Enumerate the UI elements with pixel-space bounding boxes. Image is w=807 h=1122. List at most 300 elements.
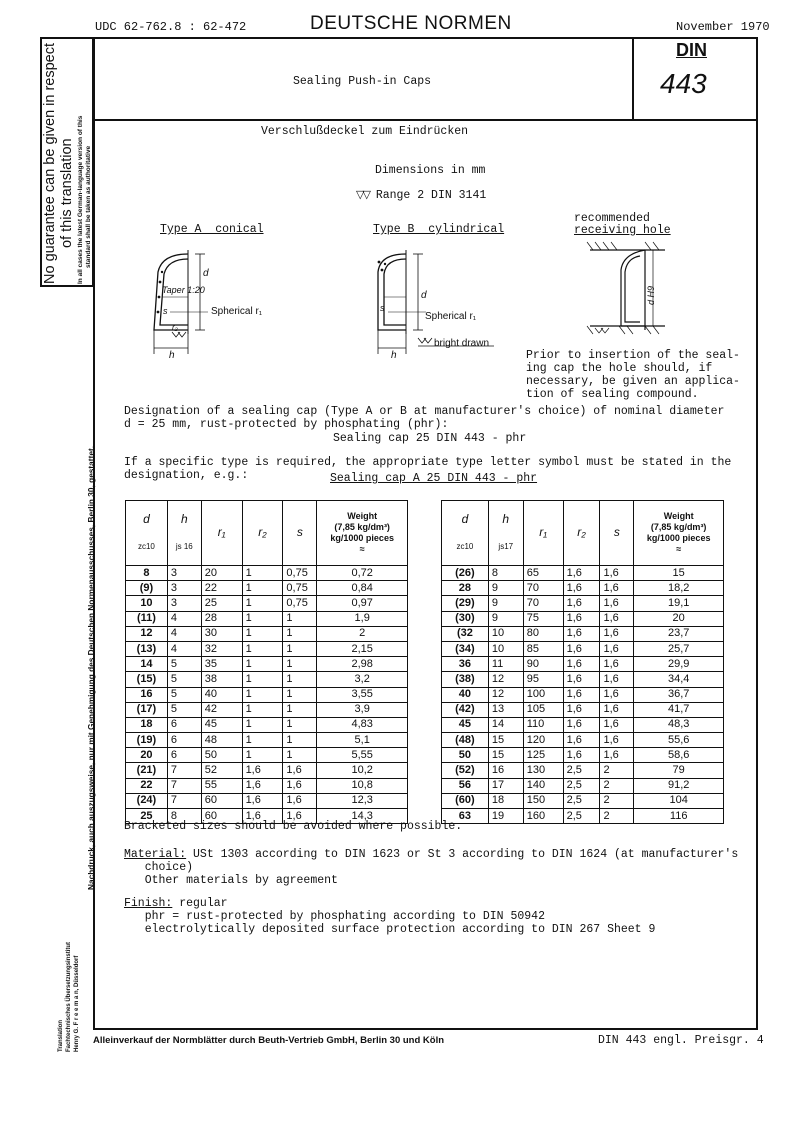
table-row [442,763,724,778]
table-cell: 1,6 [563,702,600,717]
col-weight: Weight (7,85 kg/dm³) kg/1000 pieces ≈ [634,501,724,566]
table-cell: 38 [201,672,242,687]
table-cell: 5 [167,657,201,672]
designation-paragraph: Designation of a sealing cap (Type A or B at manufacturer's choice) of nominal diameter d = 25 mm, rust-protected by phosphating (phr): [124,405,725,431]
table-cell: 125 [523,748,563,763]
table-cell: 18 [126,717,168,732]
table-row [442,641,724,656]
table-cell: 1 [242,566,283,581]
table-cell: 7 [167,778,201,793]
col-s: s [283,501,317,566]
table-cell: 18 [488,793,523,808]
table-cell: 70 [523,581,563,596]
table-cell: 5 [167,672,201,687]
type-a-drawing [140,242,320,367]
table-row [442,566,724,581]
table-cell: 1 [283,672,317,687]
title-german: Verschlußdeckel zum Eindrücken [261,125,469,138]
table-cell: (17) [126,702,168,717]
table-row [442,596,724,611]
table-cell: 10 [126,596,168,611]
designation-type-paragraph: If a specific type is required, the appropriate type letter symbol must be stated in the designation, e.g.: [124,456,732,482]
table-row [442,626,724,641]
table-cell: 1 [283,717,317,732]
dimension-table-right [441,500,724,824]
dimensions-note: Dimensions in mm [375,164,486,177]
din-number: 443 [660,68,707,99]
table-cell: 56 [442,778,489,793]
table-cell: 23,7 [634,626,724,641]
spherical-a-label: Spherical r₁ [211,306,263,317]
table-cell: (42) [442,702,489,717]
dim-s-a: s [163,306,168,316]
table-cell: 58,6 [634,748,724,763]
table-cell: (29) [442,596,489,611]
table-cell: 42 [201,702,242,717]
dim-s-b: s [380,303,385,313]
table-cell: 20 [201,566,242,581]
table-cell: 1,6 [600,581,634,596]
type-a-label: Type A conical [160,223,264,236]
taper-label: Taper 1:20 [162,285,205,295]
guarantee-line-4: standard shall be taken as authoritative [85,145,92,268]
table-cell: 19 [488,809,523,824]
table-cell: 14 [488,717,523,732]
col-d: d zc10 [126,501,168,566]
table-cell: 1,6 [563,672,600,687]
table-row [126,626,408,641]
table-cell: 105 [523,702,563,717]
table-cell: 4 [167,626,201,641]
table-cell: 1 [242,657,283,672]
dim-r2-a: r₂ [172,323,178,332]
dim-h-a: h [169,350,175,361]
table-cell: (38) [442,672,489,687]
table-cell: 8 [126,566,168,581]
material-block [124,848,738,887]
footer-distributor: Alleinverkauf der Normblätter durch Beuth-Vertrieb GmbH, Berlin 30 und Köln [93,1035,445,1046]
table-cell: 60 [201,793,242,808]
table-cell: 0,75 [283,581,317,596]
table-cell: 3 [167,566,201,581]
col-r2: r₂ [242,501,283,566]
table-row [442,793,724,808]
table-cell: 12 [488,672,523,687]
table-cell: 1,6 [563,641,600,656]
table-cell: 1,6 [600,626,634,641]
table-cell: 1,6 [563,657,600,672]
standard-body: DEUTSCHE NORMEN [310,13,512,34]
table-cell: 1 [283,687,317,702]
table-cell: 40 [201,687,242,702]
table-cell: 30 [201,626,242,641]
col-weight: Weight (7,85 kg/dm³) kg/1000 pieces ≈ [317,501,408,566]
table-cell: 14 [126,657,168,672]
table-cell: 63 [442,809,489,824]
table-cell: 45 [201,717,242,732]
col-s: s [600,501,634,566]
table-cell: 52 [201,763,242,778]
table-cell: 22 [126,778,168,793]
table-cell: 9 [488,611,523,626]
table-cell: 1 [283,702,317,717]
table-cell: 2,5 [563,763,600,778]
guarantee-line-2: of this translation [59,138,75,248]
table-cell: 10 [488,641,523,656]
table-cell: 80 [523,626,563,641]
reprint-notice: Nachdruck, auch auszugsweise, nur mit Genehmigung des Deutschen Normenausschusses, Berlin 30, gestattet. [86,445,96,890]
table-cell: 50 [442,748,489,763]
table-cell: (19) [126,733,168,748]
table-row [126,733,408,748]
table-cell: (24) [126,793,168,808]
table-cell: 2 [600,763,634,778]
table-cell: 0,72 [317,566,408,581]
table-cell: 55 [201,778,242,793]
title-english: Sealing Push-in Caps [293,75,432,88]
receiving-hole-label-2: receiving hole [574,224,671,237]
din-box-divider [632,37,634,121]
table-cell: 1,6 [600,672,634,687]
table-cell: 95 [523,672,563,687]
table-cell: 1,6 [283,778,317,793]
table-cell: 0,75 [283,566,317,581]
table-cell: 7 [167,793,201,808]
table-cell: 22 [201,581,242,596]
table-cell: 1 [242,687,283,702]
table-cell: 140 [523,778,563,793]
table-cell: 1,6 [600,748,634,763]
table-cell: 2,5 [563,793,600,808]
table-cell: 5,1 [317,733,408,748]
table-cell: 3 [167,581,201,596]
table-row [442,611,724,626]
finish-label: Finish: [124,897,173,910]
translation-label: Translation [58,1019,64,1052]
table-cell: 60 [201,809,242,824]
dim-d-a: d [203,268,209,279]
table-cell: 1,6 [242,763,283,778]
table-row [442,687,724,702]
table-cell: 1 [283,657,317,672]
table-cell: 1,6 [563,687,600,702]
table-cell: 10,2 [317,763,408,778]
receiving-hole-note: Prior to insertion of the seal- ing cap the hole should, if necessary, be given an applica- tion of sealing compound. [526,349,740,401]
table-cell: 1 [283,611,317,626]
table-cell: 40 [442,687,489,702]
table-cell: 1 [242,672,283,687]
table-cell: 12 [488,687,523,702]
table-cell: 75 [523,611,563,626]
table-row [126,611,408,626]
receiving-hole-drawing [585,240,675,340]
table-cell: 1,6 [600,702,634,717]
table-cell: 0,84 [317,581,408,596]
table-row [442,778,724,793]
dimension-table-left [125,500,408,824]
table-cell: 65 [523,566,563,581]
table-cell: 25,7 [634,641,724,656]
table-cell: 25 [201,596,242,611]
table-cell: 9 [488,581,523,596]
table-cell: (48) [442,733,489,748]
table-cell: 15 [488,748,523,763]
table-cell: 1,6 [563,626,600,641]
table-cell: 100 [523,687,563,702]
table-cell: 1,6 [600,611,634,626]
table-cell: 0,75 [283,596,317,611]
table-cell: 1,6 [283,793,317,808]
table-cell: 1 [242,611,283,626]
table-cell: 1 [283,626,317,641]
table-cell: 28 [201,611,242,626]
table-cell: (15) [126,672,168,687]
table-cell: 2,5 [563,778,600,793]
table-cell: 18,2 [634,581,724,596]
table-cell: 6 [167,717,201,732]
table-cell: 1 [242,733,283,748]
table-cell: 9 [488,596,523,611]
table-cell: 20 [126,748,168,763]
din-label: DIN [676,40,707,60]
table-row [126,581,408,596]
table-cell: 1 [242,596,283,611]
table-cell: (34) [442,641,489,656]
bright-drawn-label: bright drawn [434,338,490,349]
table-cell: 36,7 [634,687,724,702]
guarantee-line-1: No guarantee can be given in respect [42,42,58,284]
table-row [126,763,408,778]
table-cell: 2,5 [563,809,600,824]
table-row [126,672,408,687]
dim-h-b: h [391,350,397,361]
table-cell: 91,2 [634,778,724,793]
table-row [442,748,724,763]
table-cell: 1 [242,626,283,641]
dim-d-b: d [421,290,427,301]
table-cell: 20 [634,611,724,626]
table-cell: 34,4 [634,672,724,687]
table-cell: 16 [488,763,523,778]
table-cell: 4 [167,611,201,626]
table-cell: 10,8 [317,778,408,793]
col-r1: r₁ [201,501,242,566]
bracketed-note: Bracketed sizes should be avoided where possible. [124,820,463,833]
udc-code: UDC 62-762.8 : 62-472 [95,20,247,34]
table-cell: (60) [442,793,489,808]
table-cell: 5 [167,687,201,702]
table-cell: 12,3 [317,793,408,808]
table-cell: 1,6 [600,687,634,702]
table-cell: 2 [317,626,408,641]
table-cell: 12 [126,626,168,641]
table-cell: 116 [634,809,724,824]
table-cell: 4 [167,641,201,656]
issue-date: November 1970 [676,20,770,34]
table-cell: 1,6 [242,793,283,808]
table-cell: 3,55 [317,687,408,702]
table-cell: 130 [523,763,563,778]
table-cell: 70 [523,596,563,611]
designation-example-2: Sealing cap A 25 DIN 443 - phr [330,472,538,485]
table-cell: 36 [442,657,489,672]
table-cell: 29,9 [634,657,724,672]
table-cell: (52) [442,763,489,778]
table-cell: (32 [442,626,489,641]
table-cell: 41,7 [634,702,724,717]
table-cell: 13 [488,702,523,717]
table-row [442,702,724,717]
table-row [126,596,408,611]
table-row [442,581,724,596]
table-cell: 14,3 [317,809,408,824]
table-row [442,733,724,748]
table-cell: 28 [442,581,489,596]
table-cell: 1,6 [283,809,317,824]
spherical-b-label: Spherical r₁ [425,311,477,322]
finish-block [124,897,655,936]
table-row [126,793,408,808]
finish-text: regular phr = rust-protected by phosphating according to DIN 50942 electrolytically deposited surface protection according to DIN 267 Sheet 9 [144,897,656,936]
table-cell: 1 [242,748,283,763]
footer-price-group: DIN 443 engl. Preisgr. 4 [598,1034,764,1047]
col-h: h js 16 [167,501,201,566]
table-cell: 1,6 [563,611,600,626]
table-cell: (26) [442,566,489,581]
table-cell: 6 [167,733,201,748]
table-row [126,687,408,702]
table-cell: 16 [126,687,168,702]
material-label: Material: [124,848,187,861]
table-row [442,717,724,732]
table-row [442,672,724,687]
table-cell: (9) [126,581,168,596]
table-cell: 2 [600,778,634,793]
table-cell: 1,9 [317,611,408,626]
col-h: h js17 [488,501,523,566]
receiving-hole-label-1: recommended [574,212,650,225]
table-cell: 25 [126,809,168,824]
table-cell: 5 [167,702,201,717]
table-row [126,702,408,717]
table-cell: 3 [167,596,201,611]
guarantee-line-3: In all cases the latest German-language version of this [77,115,84,284]
table-cell: 104 [634,793,724,808]
table-cell: 8 [167,809,201,824]
table-cell: 160 [523,809,563,824]
table-cell: (30) [442,611,489,626]
table-cell: 150 [523,793,563,808]
designation-example-1: Sealing cap 25 DIN 443 - phr [333,432,527,445]
table-cell: 2 [600,793,634,808]
table-cell: 19,1 [634,596,724,611]
table-cell: (21) [126,763,168,778]
table-cell: 1,6 [600,566,634,581]
table-cell: 2,15 [317,641,408,656]
table-cell: 32 [201,641,242,656]
table-cell: 1,6 [563,581,600,596]
table-cell: 11 [488,657,523,672]
table-cell: 15 [634,566,724,581]
table-cell: 4,83 [317,717,408,732]
table-cell: 1,6 [563,717,600,732]
table-row [442,657,724,672]
table-cell: 3,2 [317,672,408,687]
type-b-label: Type B cylindrical [373,223,505,236]
surface-finish-icon: ▽▽ [356,188,369,201]
table-cell: 79 [634,763,724,778]
col-d: d zc10 [442,501,489,566]
table-cell: 0,97 [317,596,408,611]
table-cell: 1,6 [242,809,283,824]
table-cell: 48,3 [634,717,724,732]
table-cell: 120 [523,733,563,748]
table-cell: 10 [488,626,523,641]
table-cell: 6 [167,748,201,763]
table-cell: 1,6 [600,733,634,748]
table-cell: 1,6 [600,596,634,611]
table-cell: 1,6 [563,748,600,763]
table-cell: 90 [523,657,563,672]
table-cell: 1,6 [563,596,600,611]
table-cell: 1,6 [242,778,283,793]
header-divider [93,119,758,121]
table-cell: 55,6 [634,733,724,748]
table-cell: 1 [242,717,283,732]
table-row [126,717,408,732]
table-cell: 1 [242,581,283,596]
table-cell: 1,6 [563,566,600,581]
col-r2: r₂ [563,501,600,566]
translation-person: Henry G. F r e e m a n, Düsseldorf [74,955,80,1052]
table-cell: 1,6 [600,717,634,732]
table-cell: 48 [201,733,242,748]
table-cell: 35 [201,657,242,672]
table-cell: 7 [167,763,201,778]
table-row [126,641,408,656]
table-row [126,778,408,793]
table-cell: (13) [126,641,168,656]
table-cell: 85 [523,641,563,656]
table-cell: (11) [126,611,168,626]
table-row [126,566,408,581]
table-cell: 50 [201,748,242,763]
table-cell: 15 [488,733,523,748]
table-cell: 110 [523,717,563,732]
table-cell: 17 [488,778,523,793]
table-cell: 1,6 [600,641,634,656]
translation-institute: Fachtechnisches Übersetzungsinstitut [66,941,72,1052]
table-row [126,748,408,763]
table-cell: 5,55 [317,748,408,763]
table-cell: 45 [442,717,489,732]
table-cell: 1 [242,641,283,656]
table-cell: 8 [488,566,523,581]
table-cell: 3,9 [317,702,408,717]
table-cell: 2,98 [317,657,408,672]
table-cell: 1 [283,733,317,748]
table-cell: 1 [242,702,283,717]
table-cell: 1,6 [600,657,634,672]
table-row [126,657,408,672]
col-r1: r₁ [523,501,563,566]
table-cell: 2 [600,809,634,824]
material-text: USt 1303 according to DIN 1623 or St 3 according to DIN 1624 (at manufacturer's choice) Other materials by agreement [144,848,739,887]
table-cell: 1 [283,641,317,656]
table-cell: 1,6 [283,763,317,778]
dim-dh9: d H9 [646,285,656,305]
table-row [442,809,724,824]
